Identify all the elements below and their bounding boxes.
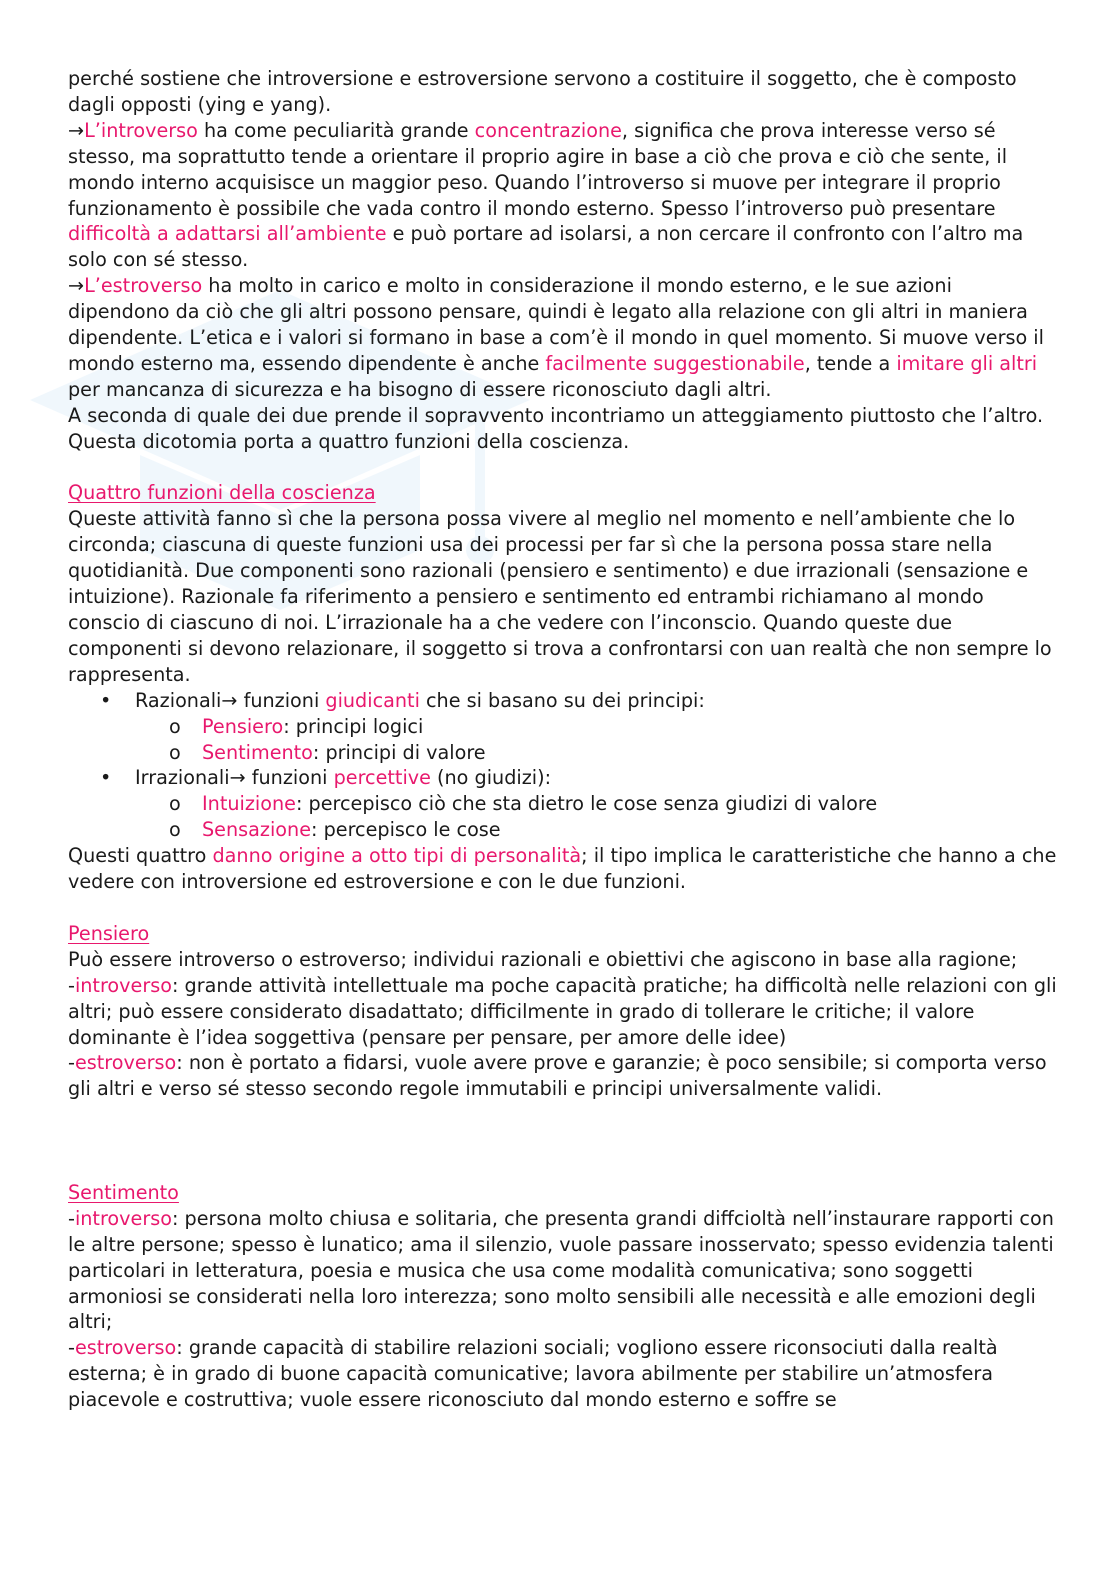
pensiero-introverso-text: : grande attività intellettuale ma poche capacità pratiche; ha difficoltà nelle relazioni con gli altri; può essere considerato disadattato; difficilmente in grado di tollerare le critiche; il valore dominante è l’idea soggettiva (pensare per pensare, per amore delle idee) — [68, 973, 1057, 1049]
funzioni-body: Queste attività fanno sì che la persona possa vivere al meglio nel momento e nell’ambiente che lo circonda; ciascuna di queste funzioni usa dei processi per far sì che la persona possa stare nella quotidianità. Due componenti sono razionali (pensiero e sentimento) e due irrazionali (sensazione e intuizione). Razionale fa riferimento a pensiero e sentimento ed entrambi richiamano al mondo conscio di ciascuno di noi. L’irrazionale ha a che vedere con l’inconscio. Quando queste due componenti si devono relazionare, il soggetto si trova a confrontarsi con uan realtà che non sempre lo rappresenta. — [68, 507, 1052, 686]
sentimento-estroverso — [68, 1335, 1058, 1413]
irrazionali-label: Irrazionali — [135, 766, 230, 790]
razionali-sublist — [135, 714, 1058, 766]
intro-paragraph — [68, 66, 1058, 455]
concentrazione-highlight: concentrazione — [474, 118, 622, 142]
estroverso-highlight: estroverso — [74, 1051, 177, 1075]
sensazione-highlight: Sensazione — [202, 818, 312, 842]
irrazionali-text: (no giudizi): — [430, 766, 552, 790]
intuizione-highlight: Intuizione — [202, 792, 296, 816]
difficolta-highlight: difficoltà a adattarsi all’ambiente — [68, 222, 387, 246]
funzioni-closing — [68, 843, 1058, 895]
intro-text: perché sostiene che introversione e estroversione servono a costituire il soggetto, che è composto dagli opposti (ying e yang). — [68, 67, 1017, 116]
introverso-text: ha come peculiarità grande — [197, 118, 475, 142]
estroverso-text: , tende a — [804, 351, 897, 375]
arrow-icon: → — [68, 118, 85, 142]
sensazione-text: : percepisco le cose — [311, 818, 501, 842]
sub-bullet-icon: o — [169, 714, 181, 738]
sentimento-introverso-text: : persona molto chiusa e solitaria, che presenta grandi diffcioltà nell’instaurare rapporti con le altre persone; spesso è lunatico; ama il silenzio, vuole passare inosservato; spesso evidenzia talenti particolari in letteratura, poesia e musica che usa come modalità comunicativa; sono soggetti armoniosi se considerati nella loro interezza; sono molto sensibili alle necessità e alle emozioni degli altri; — [68, 1206, 1054, 1334]
sentimento-estroverso-text: : grande capacità di stabilire relazioni sociali; vogliono essere riconsociuti dalla realtà esterna; è in grado di buone capacità comunicative; lavora abilmente per stabilire un’atmosfera piacevole e costruttiva; vuole essere riconosciuto dal mondo esterno e soffre se — [68, 1336, 998, 1412]
pensiero-highlight: Pensiero — [202, 714, 284, 738]
list-item — [68, 688, 1058, 766]
irrazionali-sublist — [135, 791, 1058, 843]
sub-bullet-icon: o — [169, 818, 181, 842]
section-heading-sentimento: Sentimento — [68, 1180, 179, 1204]
pensiero-estroverso-text: : non è portato a fidarsi, vuole avere prove e garanzie; è poco sensibile; si comporta verso gli altri e verso sé stesso secondo regole immutabili e principi universalmente validi. — [68, 1051, 1047, 1101]
sentimento-text: : principi di valore — [312, 740, 486, 764]
introverso-highlight: L’introverso — [84, 118, 198, 142]
list-item — [135, 791, 1058, 817]
arrow-icon: → — [229, 766, 246, 790]
dash: - — [68, 1336, 75, 1360]
intuizione-text: : percepisco ciò che sta dietro le cose senza giudizi di valore — [295, 792, 878, 816]
dash: - — [68, 1051, 75, 1075]
sentimento-introverso — [68, 1206, 1058, 1336]
razionali-text: funzioni — [237, 688, 326, 712]
intro-closing: A seconda di quale dei due prende il sopravvento incontriamo un atteggiamento piuttosto che l’altro. Questa dicotomia porta a quattro funzioni della coscienza. — [68, 403, 1044, 453]
suggestionabile-highlight: facilmente suggestionabile — [545, 351, 805, 375]
giudicanti-highlight: giudicanti — [325, 688, 420, 712]
percettive-highlight: percettive — [333, 766, 431, 790]
sub-bullet-icon: o — [169, 740, 181, 764]
pensiero-estroverso — [68, 1050, 1058, 1102]
estroverso-highlight: estroverso — [74, 1336, 177, 1360]
closing-text: ; il tipo implica le caratteristiche che hanno a che vedere con introversione ed estroversione e con le due funzioni. — [68, 844, 1057, 894]
list-item — [135, 740, 1058, 766]
bullet-icon: • — [100, 688, 112, 712]
section-heading-funzioni: Quattro funzioni della coscienza — [68, 481, 376, 505]
list-item — [135, 714, 1058, 740]
introverso-highlight: introverso — [74, 1206, 172, 1230]
introverso-text: , significa che prova interesse verso sé stesso, ma soprattutto tende a orientare il proprio agire in base a ciò che prova e ciò che sente, il mondo interno acquisisce un maggior peso. Quando l’introverso si muove per integrare il proprio funzionamento è possibile che vada contro il mondo esterno. Spesso l’introverso può presentare — [68, 118, 1008, 220]
arrow-icon: → — [221, 688, 238, 712]
pensiero-introverso — [68, 973, 1058, 1051]
list-item — [68, 765, 1058, 843]
dash: - — [68, 1206, 75, 1230]
irrazionali-text: funzioni — [245, 766, 334, 790]
dash: - — [68, 973, 75, 997]
pensiero-intro: Può essere introverso o estroverso; individui razionali e obiettivi che agiscono in base alla ragione; — [68, 947, 1018, 971]
sentimento-highlight: Sentimento — [202, 740, 313, 764]
estroverso-text: per mancanza di sicurezza e ha bisogno di essere riconosciuto dagli altri. — [68, 377, 772, 401]
document-page — [68, 66, 1058, 1413]
sub-bullet-icon: o — [169, 792, 181, 816]
section-heading-pensiero: Pensiero — [68, 921, 150, 945]
razionali-label: Razionali — [135, 688, 222, 712]
list-item — [135, 817, 1058, 843]
estroverso-text: ha molto in carico e molto in considerazione il mondo esterno, e le sue azioni dipendono da ciò che gli altri possono pensare, quindi è legato alla relazione con gli altri in maniera dipendente. L’etica e i valori si formano in base a com’è il mondo in quel momento. Si muove verso il mondo esterno ma, essendo dipendente è anche — [68, 274, 1044, 375]
razionali-text: che si basano su dei principi: — [419, 688, 705, 712]
otto-tipi-highlight: danno origine a otto tipi di personalità — [212, 844, 582, 868]
imitare-highlight: imitare gli altri — [896, 351, 1038, 375]
pensiero-text: : principi logici — [283, 714, 424, 738]
funzioni-list — [68, 688, 1058, 843]
estroverso-highlight: L’estroverso — [84, 274, 203, 298]
closing-text: Questi quattro — [68, 844, 213, 868]
bullet-icon: • — [100, 766, 112, 790]
introverso-highlight: introverso — [74, 973, 172, 997]
introverso-text: e può portare ad isolarsi, a non cercare il confronto con l’altro ma solo con sé stesso. — [68, 222, 1024, 272]
arrow-icon: → — [68, 274, 85, 298]
